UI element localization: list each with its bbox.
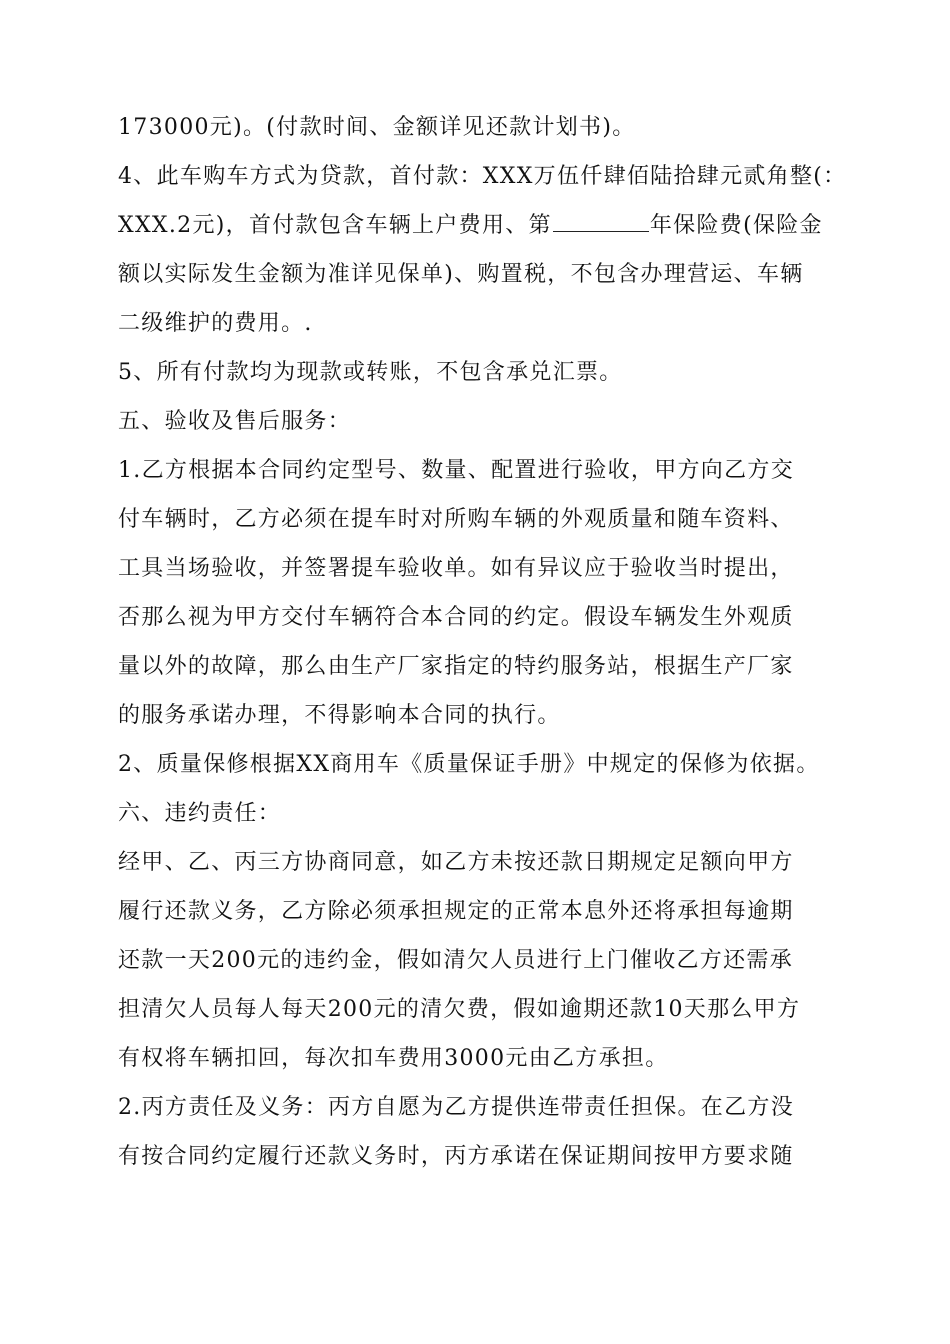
text-line: 付车辆时，乙方必须在提车时对所购车辆的外观质量和随车资料、 bbox=[118, 507, 794, 532]
text-line: 否那么视为甲方交付车辆符合本合同的约定。假设车辆发生外观质 bbox=[118, 605, 794, 630]
text-line: 履行还款义务，乙方除必须承担规定的正常本息外还将承担每逾期 bbox=[118, 899, 794, 924]
text-segment: XXX.2元)，首付款包含车辆上户费用、第 bbox=[118, 213, 552, 238]
text-line: 二级维护的费用。. bbox=[118, 311, 313, 336]
text-line: 173000元)。(付款时间、金额详见还款计划书)。 bbox=[118, 115, 636, 140]
text-line: 担清欠人员每人每天200元的清欠费，假如逾期还款10天那么甲方 bbox=[118, 997, 801, 1022]
text-line: 5、所有付款均为现款或转账，不包含承兑汇票。 bbox=[118, 360, 623, 385]
document-body bbox=[118, 103, 858, 1181]
text-line: 有按合同约定履行还款义务时，丙方承诺在保证期间按甲方要求随 bbox=[118, 1144, 794, 1169]
text-line: 的服务承诺办理，不得影响本合同的执行。 bbox=[118, 703, 561, 728]
text-line: 2.丙方责任及义务：丙方自愿为乙方提供连带责任担保。在乙方没 bbox=[118, 1095, 794, 1120]
fill-in-blank bbox=[553, 213, 649, 232]
text-segment: 年保险费(保险金 bbox=[649, 213, 823, 238]
text-line: 2、质量保修根据XX商用车《质量保证手册》中规定的保修为依据。 bbox=[118, 752, 820, 777]
text-line: 量以外的故障，那么由生产厂家指定的特约服务站，根据生产厂家 bbox=[118, 654, 794, 679]
section-heading: 五、验收及售后服务： bbox=[118, 409, 352, 434]
text-line: 经甲、乙、丙三方协商同意，如乙方未按还款日期规定足额向甲方 bbox=[118, 850, 794, 875]
text-line: 1.乙方根据本合同约定型号、数量、配置进行验收，甲方向乙方交 bbox=[118, 458, 794, 483]
text-line: 4、此车购车方式为贷款，首付款：XXX万伍仟肆佰陆拾肆元贰角整(： bbox=[118, 164, 847, 189]
text-line: 有权将车辆扣回，每次扣车费用3000元由乙方承担。 bbox=[118, 1046, 669, 1071]
text-line: 工具当场验收，并签署提车验收单。如有异议应于验收当时提出， bbox=[118, 556, 794, 581]
text-line-with-blank bbox=[118, 201, 858, 250]
text-line: 还款一天200元的违约金，假如清欠人员进行上门催收乙方还需承 bbox=[118, 948, 793, 973]
section-heading: 六、违约责任： bbox=[118, 801, 282, 826]
text-line: 额以实际发生金额为准详见保单)、购置税，不包含办理营运、车辆 bbox=[118, 262, 804, 287]
